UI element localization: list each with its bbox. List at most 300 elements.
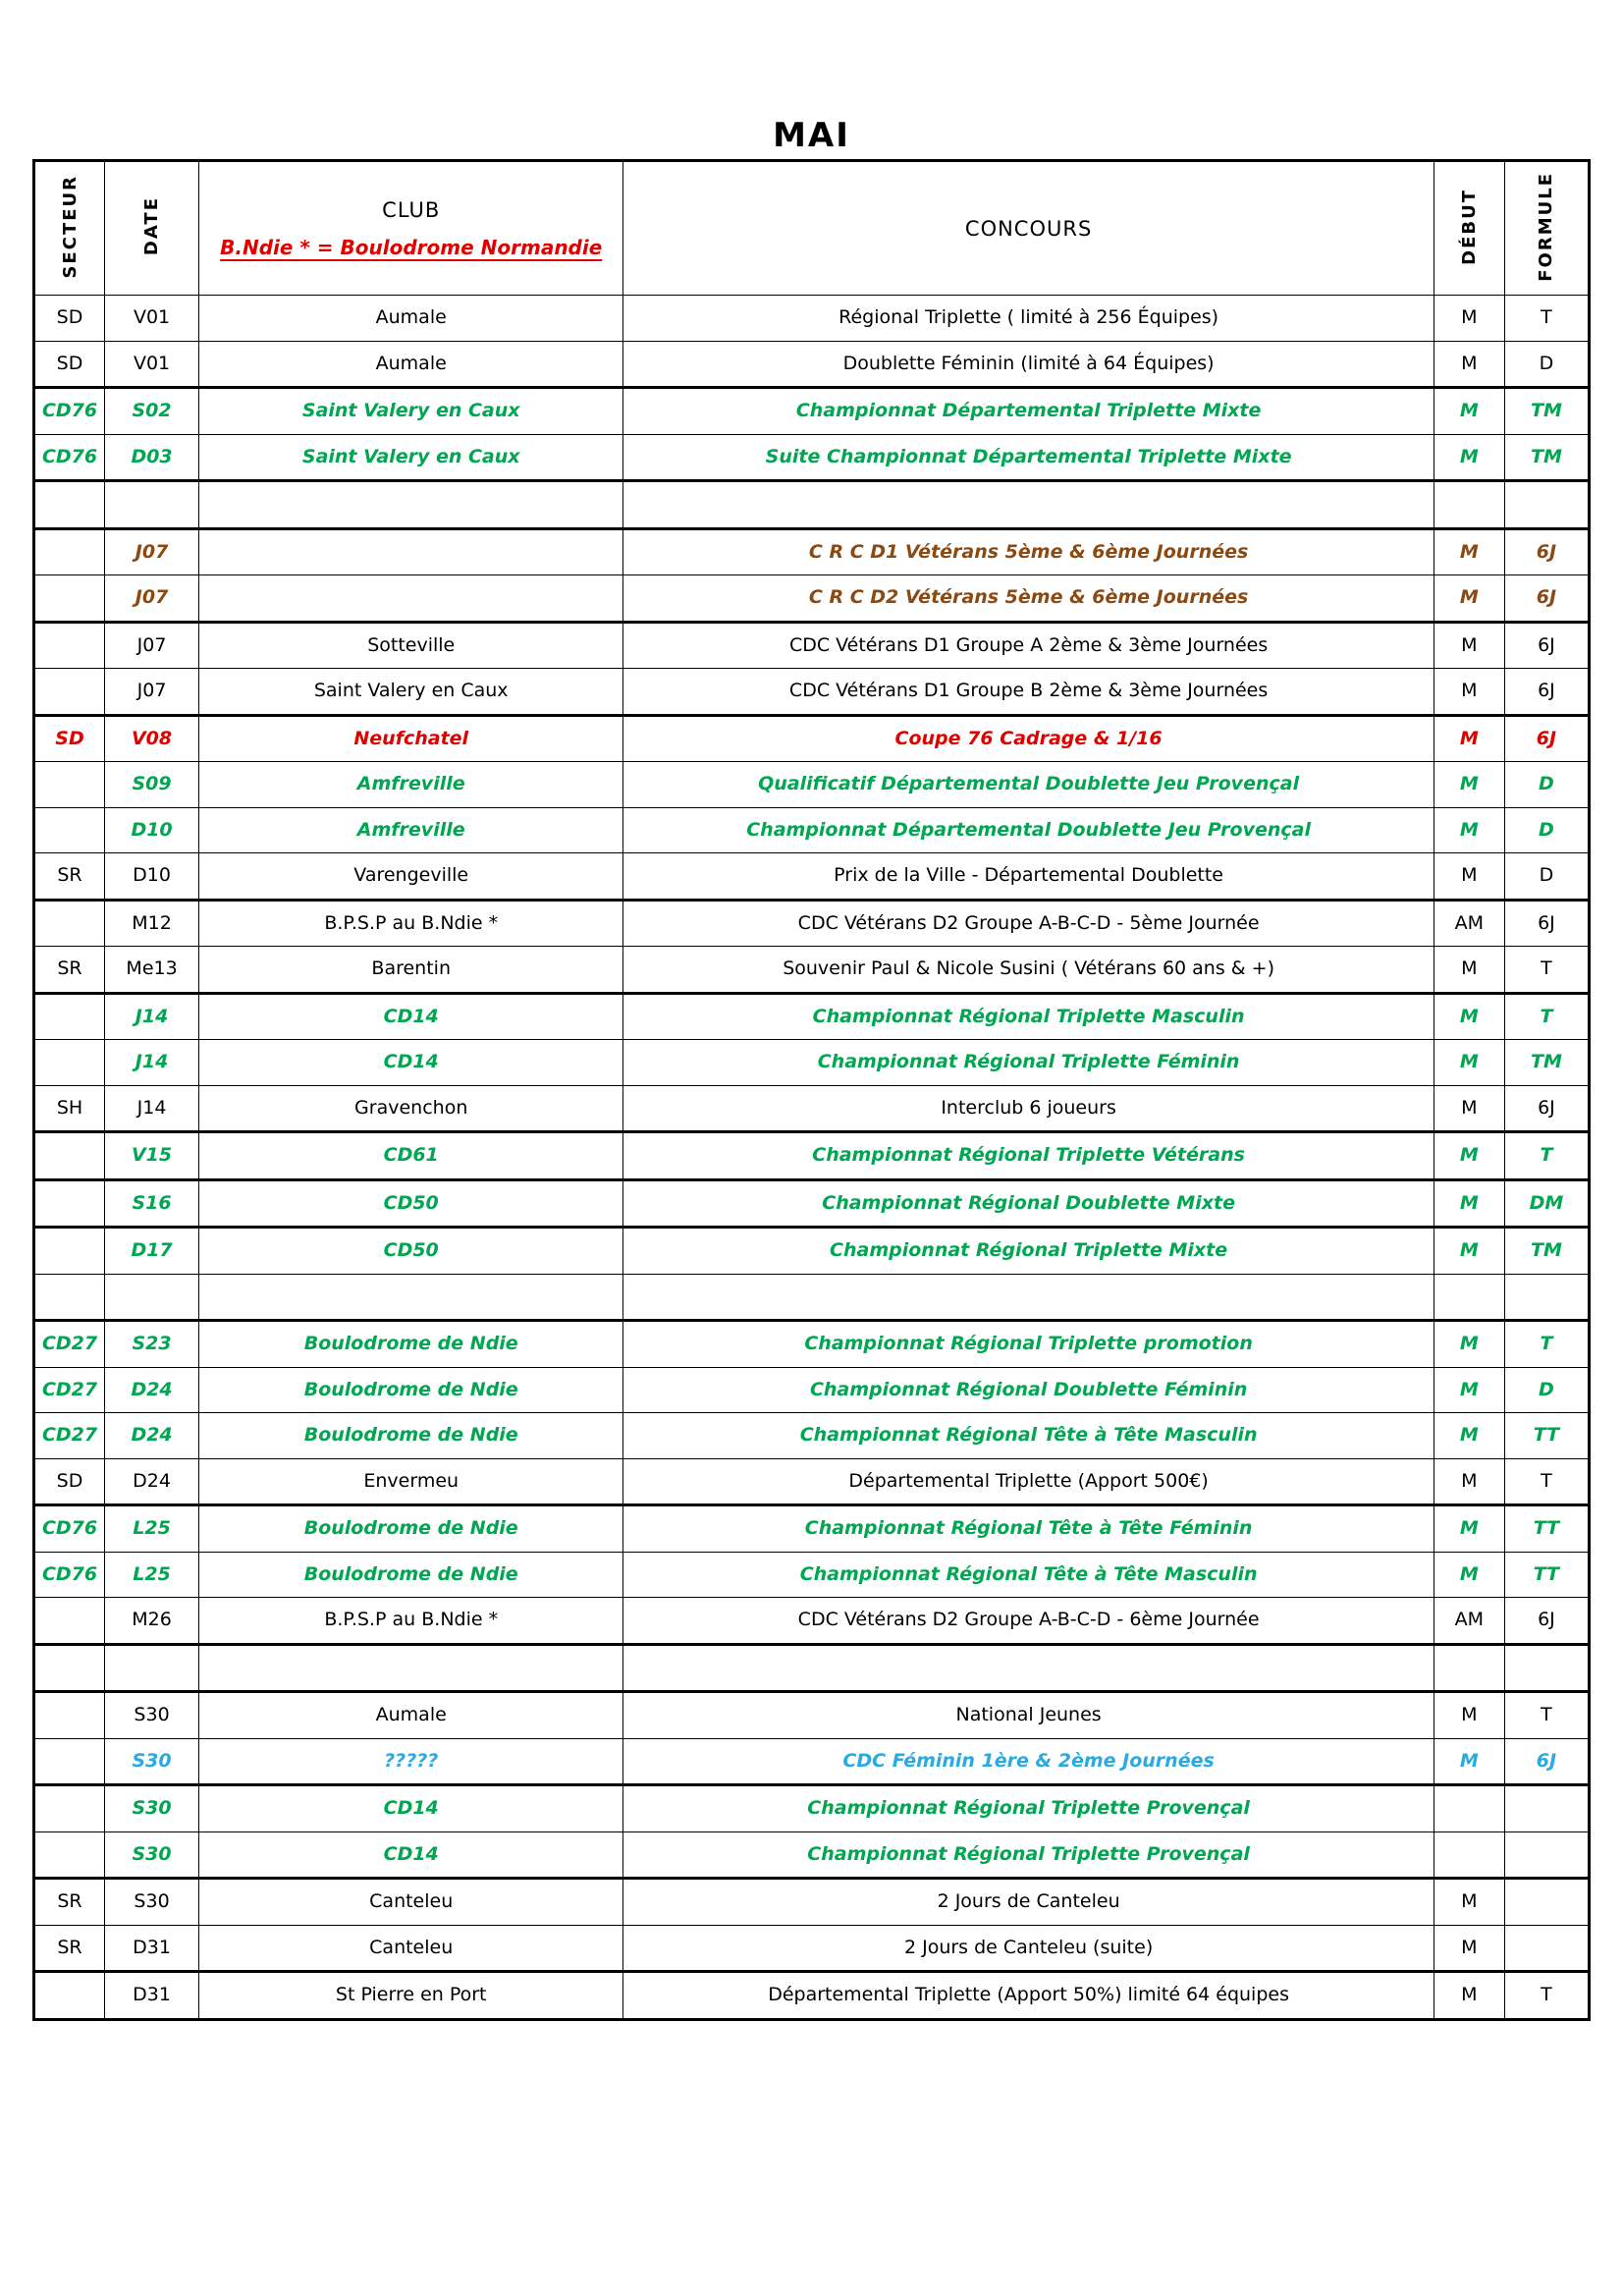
cell-date bbox=[105, 1644, 199, 1692]
cell-secteur-text: SR bbox=[57, 957, 82, 980]
cell-debut bbox=[1434, 622, 1504, 669]
cell-date-text: Me13 bbox=[126, 957, 178, 980]
cell-formule bbox=[1504, 1274, 1589, 1321]
cell-club-text: Boulodrome de Ndie bbox=[303, 1424, 518, 1447]
cell-concours bbox=[623, 575, 1434, 623]
cell-formule-text: T bbox=[1541, 1469, 1552, 1492]
cell-secteur bbox=[34, 947, 105, 994]
cell-formule bbox=[1504, 1785, 1589, 1832]
cell-formule bbox=[1504, 1925, 1589, 1972]
cell-secteur-text: CD27 bbox=[41, 1378, 98, 1400]
table-row bbox=[34, 947, 1590, 994]
cell-concours bbox=[623, 528, 1434, 575]
cell-debut bbox=[1434, 481, 1504, 529]
cell-formule bbox=[1504, 1179, 1589, 1228]
cell-debut bbox=[1434, 1367, 1504, 1413]
cell-debut bbox=[1434, 1274, 1504, 1321]
cell-concours bbox=[623, 1831, 1434, 1879]
cell-club bbox=[199, 853, 623, 901]
table-row bbox=[34, 341, 1590, 388]
cell-formule bbox=[1504, 528, 1589, 575]
table-row bbox=[34, 1367, 1590, 1413]
cell-concours bbox=[623, 1367, 1434, 1413]
cell-debut-text: M bbox=[1459, 773, 1479, 795]
cell-date bbox=[105, 341, 199, 388]
table-spacer-row bbox=[34, 1274, 1590, 1321]
cell-club-text: CD14 bbox=[383, 1842, 439, 1865]
cell-club bbox=[199, 1085, 623, 1132]
cell-club bbox=[199, 1040, 623, 1086]
cell-secteur-text: CD76 bbox=[41, 1517, 98, 1540]
cell-concours-text: Départemental Triplette (Apport 500€) bbox=[848, 1469, 1209, 1492]
cell-club bbox=[199, 1274, 623, 1321]
table-row bbox=[34, 1505, 1590, 1553]
cell-concours bbox=[623, 669, 1434, 716]
cell-date bbox=[105, 1972, 199, 2020]
cell-club-text: Envermeu bbox=[363, 1469, 460, 1492]
table-row bbox=[34, 1598, 1590, 1645]
cell-club-text: B.P.S.P au B.Ndie * bbox=[324, 911, 499, 934]
cell-debut bbox=[1434, 1879, 1504, 1926]
cell-concours-text: CDC Vétérans D1 Groupe B 2ème & 3ème Journées bbox=[788, 680, 1269, 702]
cell-secteur bbox=[34, 900, 105, 947]
cell-club bbox=[199, 528, 623, 575]
cell-formule-text: T bbox=[1540, 1144, 1553, 1167]
cell-club-text: Boulodrome de Ndie bbox=[303, 1517, 518, 1540]
cell-concours bbox=[623, 1413, 1434, 1459]
schedule-table-container bbox=[32, 159, 1591, 2021]
cell-concours bbox=[623, 762, 1434, 808]
table-row bbox=[34, 1228, 1590, 1275]
cell-debut bbox=[1434, 1413, 1504, 1459]
table-row bbox=[34, 1413, 1590, 1459]
cell-club-text: CD14 bbox=[383, 1797, 439, 1820]
cell-concours bbox=[623, 1085, 1434, 1132]
cell-formule-text: D bbox=[1539, 1378, 1554, 1400]
cell-debut-text: M bbox=[1459, 818, 1479, 841]
cell-secteur-text: SH bbox=[56, 1096, 83, 1119]
cell-secteur bbox=[34, 1831, 105, 1879]
cell-club bbox=[199, 807, 623, 853]
cell-formule-text: 6J bbox=[1536, 1749, 1557, 1772]
cell-debut-text: M bbox=[1461, 680, 1478, 702]
cell-secteur bbox=[34, 1692, 105, 1739]
cell-club-text: Saint Valery en Caux bbox=[301, 400, 520, 422]
cell-date bbox=[105, 434, 199, 481]
cell-club bbox=[199, 296, 623, 342]
table-header bbox=[34, 161, 1590, 296]
cell-secteur-text: SD bbox=[56, 352, 83, 374]
table-row bbox=[34, 1925, 1590, 1972]
cell-formule bbox=[1504, 1321, 1589, 1368]
cell-concours-text: Championnat Régional Triplette Vétérans bbox=[812, 1144, 1245, 1167]
cell-formule bbox=[1504, 1879, 1589, 1926]
cell-formule bbox=[1504, 762, 1589, 808]
cell-formule bbox=[1504, 1972, 1589, 2020]
cell-secteur bbox=[34, 807, 105, 853]
cell-date-text: D03 bbox=[131, 445, 173, 467]
table-row bbox=[34, 434, 1590, 481]
cell-secteur-text: CD76 bbox=[41, 400, 98, 422]
cell-date bbox=[105, 1505, 199, 1553]
cell-formule bbox=[1504, 1505, 1589, 1553]
schedule-table bbox=[32, 159, 1591, 2021]
cell-date-text: M12 bbox=[132, 911, 172, 934]
cell-club bbox=[199, 947, 623, 994]
cell-club bbox=[199, 1505, 623, 1553]
cell-club bbox=[199, 1179, 623, 1228]
cell-secteur bbox=[34, 762, 105, 808]
cell-date-text: J14 bbox=[135, 1051, 169, 1073]
cell-date bbox=[105, 1085, 199, 1132]
table-row bbox=[34, 622, 1590, 669]
cell-debut bbox=[1434, 853, 1504, 901]
cell-formule-text: 6J bbox=[1538, 633, 1555, 656]
table-row bbox=[34, 528, 1590, 575]
cell-formule bbox=[1504, 900, 1589, 947]
cell-date-text: S09 bbox=[132, 773, 172, 795]
cell-formule-text: T bbox=[1541, 1984, 1552, 2006]
table-row bbox=[34, 1458, 1590, 1505]
cell-club bbox=[199, 622, 623, 669]
cell-concours bbox=[623, 1321, 1434, 1368]
cell-formule-text: 6J bbox=[1536, 727, 1557, 749]
cell-formule bbox=[1504, 1692, 1589, 1739]
cell-secteur bbox=[34, 622, 105, 669]
cell-formule bbox=[1504, 296, 1589, 342]
header-concours bbox=[623, 161, 1434, 296]
cell-debut-text: M bbox=[1461, 1890, 1478, 1913]
cell-secteur bbox=[34, 993, 105, 1040]
header-date bbox=[105, 161, 199, 296]
cell-secteur bbox=[34, 1413, 105, 1459]
cell-club-text: Aumale bbox=[375, 306, 447, 329]
cell-debut-text: M bbox=[1459, 1191, 1479, 1214]
cell-date-text: V01 bbox=[133, 352, 171, 374]
cell-secteur bbox=[34, 1179, 105, 1228]
cell-secteur-text: CD27 bbox=[41, 1333, 98, 1355]
cell-date-text: D10 bbox=[131, 818, 173, 841]
cell-club bbox=[199, 481, 623, 529]
cell-club-text: CD14 bbox=[383, 1005, 439, 1027]
cell-debut-text: M bbox=[1459, 1424, 1479, 1447]
cell-concours bbox=[623, 853, 1434, 901]
cell-date-text: V01 bbox=[133, 306, 171, 329]
cell-formule bbox=[1504, 434, 1589, 481]
cell-debut-text: M bbox=[1461, 633, 1478, 656]
cell-formule-text: 6J bbox=[1538, 1096, 1555, 1119]
cell-date bbox=[105, 807, 199, 853]
cell-date-text: S30 bbox=[134, 1704, 170, 1726]
cell-debut-text: M bbox=[1459, 586, 1479, 609]
cell-secteur-text: SR bbox=[57, 864, 82, 887]
cell-club-text: Saint Valery en Caux bbox=[313, 680, 509, 702]
cell-debut bbox=[1434, 947, 1504, 994]
cell-debut bbox=[1434, 900, 1504, 947]
cell-concours-text: CDC Féminin 1ère & 2ème Journées bbox=[842, 1749, 1215, 1772]
cell-debut-text: M bbox=[1461, 1936, 1478, 1958]
cell-secteur bbox=[34, 1458, 105, 1505]
cell-formule-text: 6J bbox=[1538, 680, 1555, 702]
cell-concours-text: Championnat Régional Tête à Tête Masculin bbox=[799, 1424, 1258, 1447]
cell-debut bbox=[1434, 1085, 1504, 1132]
page-title: MAI bbox=[773, 116, 850, 155]
cell-concours bbox=[623, 1132, 1434, 1180]
cell-concours-text: 2 Jours de Canteleu (suite) bbox=[903, 1936, 1154, 1958]
cell-debut bbox=[1434, 296, 1504, 342]
cell-concours-text: Doublette Féminin (limité à 64 Équipes) bbox=[842, 352, 1215, 374]
cell-concours-text: C R C D1 Vétérans 5ème & 6ème Journées bbox=[808, 540, 1249, 563]
cell-secteur bbox=[34, 1274, 105, 1321]
cell-concours bbox=[623, 1274, 1434, 1321]
cell-secteur bbox=[34, 575, 105, 623]
cell-formule bbox=[1504, 1831, 1589, 1879]
cell-secteur bbox=[34, 1321, 105, 1368]
cell-concours-text: C R C D2 Vétérans 5ème & 6ème Journées bbox=[808, 586, 1249, 609]
cell-formule bbox=[1504, 807, 1589, 853]
cell-secteur bbox=[34, 853, 105, 901]
header-club-note: B.Ndie * = Boulodrome Normandie bbox=[220, 235, 603, 259]
cell-date bbox=[105, 1228, 199, 1275]
cell-formule bbox=[1504, 1413, 1589, 1459]
table-row bbox=[34, 1085, 1590, 1132]
table-row bbox=[34, 575, 1590, 623]
cell-club bbox=[199, 900, 623, 947]
cell-secteur bbox=[34, 528, 105, 575]
cell-date bbox=[105, 1552, 199, 1598]
header-club-label: CLUB bbox=[382, 197, 441, 222]
cell-date bbox=[105, 762, 199, 808]
cell-secteur bbox=[34, 1228, 105, 1275]
cell-debut bbox=[1434, 1785, 1504, 1832]
cell-debut-text: M bbox=[1461, 1469, 1478, 1492]
cell-date bbox=[105, 388, 199, 435]
cell-concours-text: National Jeunes bbox=[955, 1704, 1102, 1726]
table-row bbox=[34, 1132, 1590, 1180]
cell-concours-text: CDC Vétérans D2 Groupe A-B-C-D - 5ème Journée bbox=[797, 911, 1260, 934]
cell-formule-text: T bbox=[1541, 1704, 1552, 1726]
cell-formule-text: T bbox=[1540, 1005, 1553, 1027]
cell-date bbox=[105, 947, 199, 994]
cell-debut bbox=[1434, 1179, 1504, 1228]
table-row bbox=[34, 1831, 1590, 1879]
cell-club-text: CD50 bbox=[383, 1191, 439, 1214]
cell-formule-text: D bbox=[1539, 818, 1554, 841]
table-row bbox=[34, 807, 1590, 853]
cell-debut bbox=[1434, 1972, 1504, 2020]
cell-secteur bbox=[34, 481, 105, 529]
cell-date-text: S30 bbox=[132, 1797, 172, 1820]
cell-debut-text: M bbox=[1459, 1562, 1479, 1585]
cell-club-text: Barentin bbox=[371, 957, 451, 980]
header-debut-label: DÉBUT bbox=[1458, 188, 1480, 265]
cell-date bbox=[105, 1321, 199, 1368]
cell-formule bbox=[1504, 1458, 1589, 1505]
cell-debut bbox=[1434, 1040, 1504, 1086]
table-row bbox=[34, 1321, 1590, 1368]
cell-date-text: J14 bbox=[135, 1005, 169, 1027]
cell-date bbox=[105, 296, 199, 342]
cell-secteur bbox=[34, 388, 105, 435]
cell-club-text: Saint Valery en Caux bbox=[301, 445, 520, 467]
cell-debut bbox=[1434, 528, 1504, 575]
cell-date-text: J07 bbox=[135, 540, 169, 563]
cell-date-text: S16 bbox=[132, 1191, 172, 1214]
cell-secteur bbox=[34, 1925, 105, 1972]
cell-club-text: St Pierre en Port bbox=[335, 1984, 487, 2006]
cell-concours-text: Championnat Régional Triplette Féminin bbox=[817, 1051, 1240, 1073]
header-concours-label: CONCOURS bbox=[964, 216, 1093, 241]
table-row bbox=[34, 1692, 1590, 1739]
cell-secteur bbox=[34, 1644, 105, 1692]
cell-debut bbox=[1434, 1505, 1504, 1553]
header-secteur-label: SECTEUR bbox=[59, 174, 81, 279]
cell-club-text: CD61 bbox=[383, 1144, 439, 1167]
cell-club bbox=[199, 1598, 623, 1645]
cell-date bbox=[105, 1367, 199, 1413]
table-spacer-row bbox=[34, 1644, 1590, 1692]
cell-debut-text: AM bbox=[1454, 1609, 1485, 1631]
cell-date-text: D31 bbox=[133, 1936, 171, 1958]
cell-secteur-text: CD76 bbox=[41, 445, 98, 467]
cell-debut bbox=[1434, 1228, 1504, 1275]
cell-date-text: J07 bbox=[136, 633, 167, 656]
cell-date-text: L25 bbox=[133, 1562, 171, 1585]
cell-concours-text: Coupe 76 Cadrage & 1/16 bbox=[894, 727, 1163, 749]
cell-debut-text: M bbox=[1459, 1378, 1479, 1400]
cell-concours-text: Championnat Régional Tête à Tête Féminin bbox=[804, 1517, 1253, 1540]
cell-secteur-text: SR bbox=[57, 1936, 82, 1958]
cell-concours-text: Prix de la Ville - Départemental Doublette bbox=[834, 864, 1224, 887]
table-row bbox=[34, 1179, 1590, 1228]
cell-concours bbox=[623, 1598, 1434, 1645]
cell-date bbox=[105, 1692, 199, 1739]
cell-formule-text: T bbox=[1540, 1333, 1553, 1355]
cell-date bbox=[105, 1785, 199, 1832]
cell-date-text: V08 bbox=[131, 727, 173, 749]
cell-concours bbox=[623, 1040, 1434, 1086]
cell-club bbox=[199, 1132, 623, 1180]
cell-formule bbox=[1504, 1644, 1589, 1692]
cell-concours bbox=[623, 481, 1434, 529]
cell-club-text: Amfreville bbox=[356, 773, 465, 795]
table-row bbox=[34, 669, 1590, 716]
table-row bbox=[34, 853, 1590, 901]
cell-formule bbox=[1504, 622, 1589, 669]
cell-formule bbox=[1504, 669, 1589, 716]
cell-date-text: M26 bbox=[132, 1609, 172, 1631]
cell-secteur bbox=[34, 341, 105, 388]
cell-secteur bbox=[34, 1132, 105, 1180]
cell-club bbox=[199, 993, 623, 1040]
cell-concours bbox=[623, 1458, 1434, 1505]
cell-club bbox=[199, 388, 623, 435]
cell-date-text: D24 bbox=[131, 1424, 173, 1447]
cell-secteur-text: SD bbox=[55, 727, 84, 749]
cell-date bbox=[105, 1179, 199, 1228]
cell-concours bbox=[623, 1644, 1434, 1692]
cell-concours-text: Championnat Régional Doublette Mixte bbox=[822, 1191, 1235, 1214]
cell-date bbox=[105, 622, 199, 669]
cell-formule bbox=[1504, 1598, 1589, 1645]
cell-club-text: Canteleu bbox=[369, 1936, 454, 1958]
cell-date-text: V15 bbox=[131, 1144, 173, 1167]
cell-club bbox=[199, 1692, 623, 1739]
cell-debut-text: M bbox=[1459, 445, 1479, 467]
cell-date bbox=[105, 1598, 199, 1645]
cell-club-text: Varengeville bbox=[353, 864, 469, 887]
cell-formule-text: D bbox=[1539, 352, 1554, 374]
cell-formule bbox=[1504, 1085, 1589, 1132]
cell-concours-text: 2 Jours de Canteleu bbox=[937, 1890, 1120, 1913]
cell-date-text: S02 bbox=[132, 400, 172, 422]
cell-concours-text: Championnat Régional Doublette Féminin bbox=[809, 1378, 1248, 1400]
cell-debut bbox=[1434, 1738, 1504, 1785]
cell-concours-text: Championnat Régional Tête à Tête Masculin bbox=[799, 1562, 1258, 1585]
cell-date bbox=[105, 1413, 199, 1459]
table-row bbox=[34, 1552, 1590, 1598]
cell-formule bbox=[1504, 575, 1589, 623]
cell-club-text: Canteleu bbox=[369, 1890, 454, 1913]
cell-date-text: S30 bbox=[134, 1890, 170, 1913]
cell-concours-text: Régional Triplette ( limité à 256 Équipes) bbox=[839, 306, 1219, 329]
cell-club bbox=[199, 1879, 623, 1926]
cell-secteur bbox=[34, 1552, 105, 1598]
cell-concours-text: Championnat Régional Triplette Provençal bbox=[807, 1797, 1250, 1820]
cell-debut bbox=[1434, 715, 1504, 762]
cell-concours bbox=[623, 1505, 1434, 1553]
cell-date bbox=[105, 575, 199, 623]
cell-date-text: S30 bbox=[132, 1749, 172, 1772]
cell-formule-text: D bbox=[1539, 864, 1554, 887]
cell-club-text: Boulodrome de Ndie bbox=[303, 1333, 518, 1355]
cell-concours-text: Interclub 6 joueurs bbox=[941, 1096, 1116, 1119]
cell-date bbox=[105, 1925, 199, 1972]
cell-debut-text: M bbox=[1459, 1749, 1479, 1772]
cell-concours-text: Championnat Régional Triplette Masculin bbox=[812, 1005, 1245, 1027]
cell-formule-text: TM bbox=[1531, 445, 1562, 467]
cell-debut bbox=[1434, 575, 1504, 623]
cell-secteur-text: CD27 bbox=[41, 1424, 98, 1447]
cell-debut bbox=[1434, 1598, 1504, 1645]
cell-concours bbox=[623, 1692, 1434, 1739]
table-row bbox=[34, 715, 1590, 762]
cell-secteur bbox=[34, 1598, 105, 1645]
cell-concours bbox=[623, 900, 1434, 947]
cell-club-text: ????? bbox=[384, 1749, 439, 1772]
table-row bbox=[34, 1972, 1590, 2020]
cell-formule bbox=[1504, 715, 1589, 762]
cell-secteur bbox=[34, 715, 105, 762]
cell-concours-text: Suite Championnat Départemental Triplette Mixte bbox=[765, 445, 1292, 467]
cell-date bbox=[105, 1738, 199, 1785]
table-row bbox=[34, 1738, 1590, 1785]
cell-debut bbox=[1434, 669, 1504, 716]
cell-club-text: Gravenchon bbox=[354, 1096, 468, 1119]
cell-secteur bbox=[34, 1879, 105, 1926]
cell-club-text: Boulodrome de Ndie bbox=[303, 1378, 518, 1400]
cell-club bbox=[199, 1552, 623, 1598]
cell-debut-text: M bbox=[1459, 1517, 1479, 1540]
cell-club bbox=[199, 1831, 623, 1879]
cell-club-text: Amfreville bbox=[356, 818, 465, 841]
cell-date bbox=[105, 715, 199, 762]
cell-concours bbox=[623, 1552, 1434, 1598]
cell-formule bbox=[1504, 993, 1589, 1040]
header-formule bbox=[1504, 161, 1589, 296]
cell-secteur bbox=[34, 296, 105, 342]
cell-formule-text: 6J bbox=[1536, 540, 1557, 563]
